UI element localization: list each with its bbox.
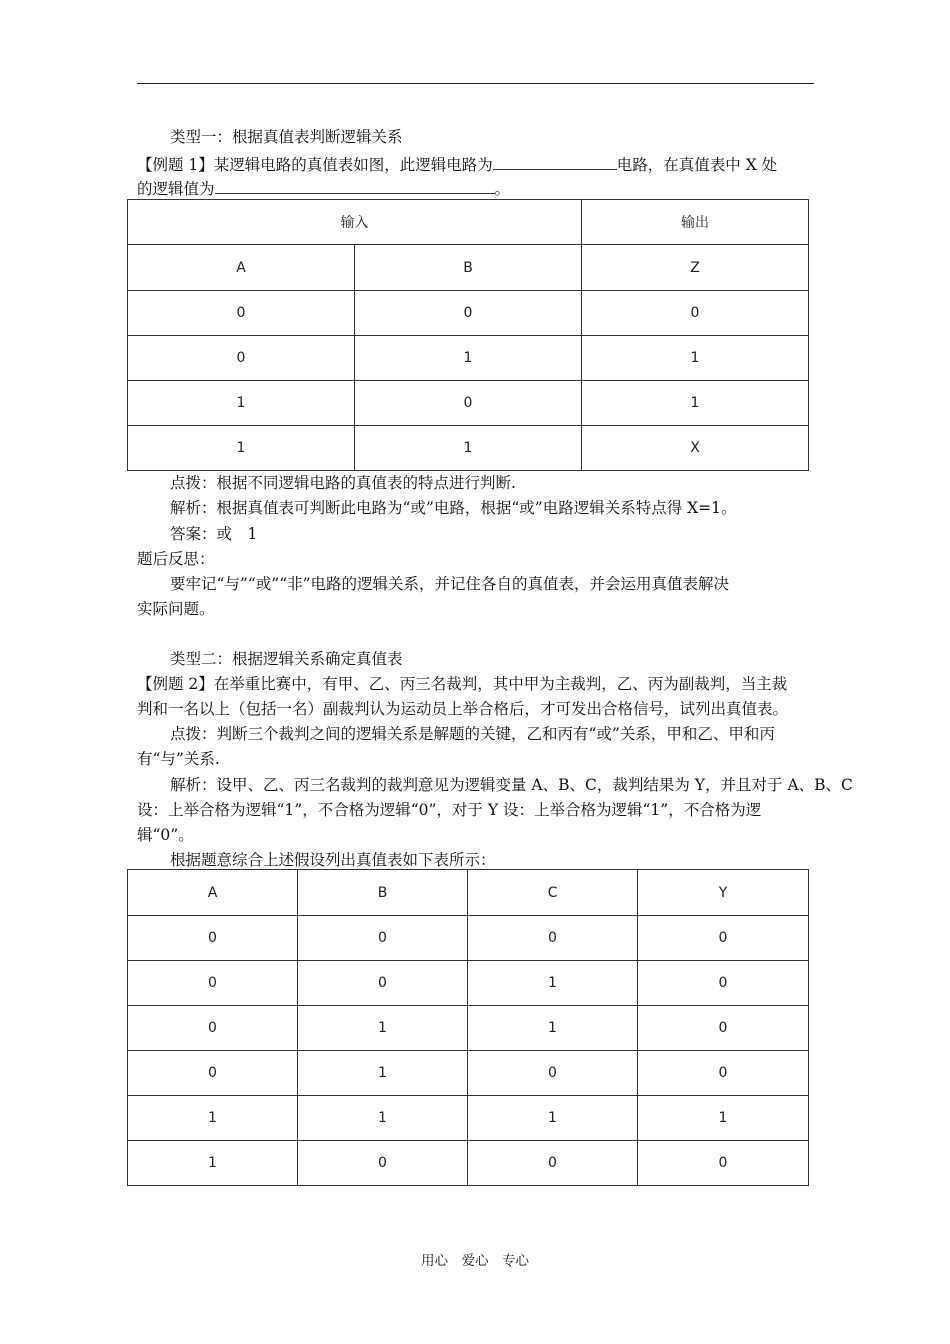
- example2-line1: 【例题 2】在举重比赛中，有甲、乙、丙三名裁判，其中甲为主裁判，乙、丙为副裁判，当主裁: [137, 675, 788, 693]
- column-header: B: [298, 870, 468, 916]
- truth-table-1: [127, 199, 809, 471]
- table-cell: 0: [638, 1141, 809, 1186]
- hint-2-line2: 有“与”关系.: [137, 750, 220, 768]
- reflection-line2: 实际问题。: [137, 600, 215, 618]
- column-header: A: [128, 870, 298, 916]
- table-cell: 0: [128, 1006, 298, 1051]
- example1-text-c: 的逻辑值为: [137, 180, 215, 198]
- table-row: [128, 381, 809, 426]
- table-row: [128, 1051, 809, 1096]
- table-cell: 1: [128, 426, 355, 471]
- truth-table-2: [127, 869, 809, 1186]
- section2-heading: 类型二：根据逻辑关系确定真值表: [170, 650, 403, 668]
- table-cell: 1: [355, 426, 582, 471]
- reflection-line1: 要牢记“与”“或”“非”电路的逻辑关系，并记住各自的真值表，并会运用真值表解决: [170, 575, 730, 593]
- table-cell: 1: [298, 1051, 468, 1096]
- example1-line2: [137, 178, 510, 199]
- table-cell: 0: [468, 1051, 638, 1096]
- analysis-1: 解析：根据真值表可判断此电路为“或”电路，根据“或”电路逻辑关系特点得 X=1。: [170, 499, 737, 517]
- group-header-input: 输入: [128, 200, 582, 245]
- table-row: [128, 961, 809, 1006]
- table-cell: 1: [582, 336, 809, 381]
- table-cell: 0: [128, 961, 298, 1006]
- hint-1: 点拨：根据不同逻辑电路的真值表的特点进行判断.: [170, 474, 516, 492]
- column-header: Z: [582, 245, 809, 291]
- table-row: [128, 426, 809, 471]
- table-cell: 0: [355, 381, 582, 426]
- table-cell: 0: [298, 961, 468, 1006]
- table-cell: 0: [128, 336, 355, 381]
- table-cell: 0: [128, 291, 355, 336]
- table-row: [128, 1006, 809, 1051]
- analysis-2-line2: 设：上举合格为逻辑“1”，不合格为逻辑“0”，对于 Y 设：上举合格为逻辑“1”，不合格为逻: [137, 801, 762, 819]
- column-header: B: [355, 245, 582, 291]
- answer-blank-value[interactable]: [215, 178, 495, 194]
- table-cell: 0: [355, 291, 582, 336]
- table-cell: 1: [468, 1096, 638, 1141]
- answer-blank-circuit[interactable]: [493, 154, 617, 170]
- table-cell: 0: [638, 1051, 809, 1096]
- reflection-title: 题后反思：: [137, 550, 215, 568]
- table-row: [128, 1096, 809, 1141]
- table-cell: 0: [298, 916, 468, 961]
- table-cell: 1: [638, 1096, 809, 1141]
- table-cell: 0: [638, 916, 809, 961]
- table-cell: 0: [638, 961, 809, 1006]
- example1-text-d: 。: [494, 180, 511, 198]
- table-cell: 0: [128, 1051, 298, 1096]
- table-cell: 0: [128, 916, 298, 961]
- table-cell: 0: [638, 1006, 809, 1051]
- header-rule: [137, 83, 814, 84]
- example1-text-a: 【例题 1】某逻辑电路的真值表如图，此逻辑电路为: [137, 156, 493, 174]
- table-cell: 1: [468, 961, 638, 1006]
- column-header: C: [468, 870, 638, 916]
- analysis-2-line1: 解析：设甲、乙、丙三名裁判的裁判意见为逻辑变量 A、B、C，裁判结果为 Y，并且对于 A、B、C: [170, 776, 853, 794]
- section1-heading: 类型一：根据真值表判断逻辑关系: [170, 128, 403, 146]
- table-cell: 1: [298, 1096, 468, 1141]
- table-cell: 0: [582, 291, 809, 336]
- page-footer: 用心 爱心 专心: [421, 1253, 529, 1269]
- table-cell: 0: [468, 916, 638, 961]
- table-intro: 根据题意综合上述假设列出真值表如下表所示：: [170, 851, 496, 869]
- table-cell: 1: [468, 1006, 638, 1051]
- column-header: Y: [638, 870, 809, 916]
- column-header: A: [128, 245, 355, 291]
- table-cell: 1: [128, 1096, 298, 1141]
- answer-1: 答案：或 1: [170, 525, 258, 543]
- analysis-2-line3: 辑“0”。: [137, 826, 194, 844]
- table-cell: 1: [298, 1006, 468, 1051]
- example2-line2: 判和一名以上（包括一名）副裁判认为运动员上举合格后，才可发出合格信号，试列出真值表。: [137, 700, 789, 718]
- example1-line1: [137, 154, 777, 175]
- example1-text-b: 电路，在真值表中 X 处: [616, 156, 778, 174]
- table-cell: 0: [468, 1141, 638, 1186]
- table-cell: 1: [128, 381, 355, 426]
- table-row: [128, 1141, 809, 1186]
- table-cell: X: [582, 426, 809, 471]
- table-cell: 1: [355, 336, 582, 381]
- table-cell: 0: [298, 1141, 468, 1186]
- table-row: [128, 291, 809, 336]
- table-row: [128, 916, 809, 961]
- table-row: [128, 336, 809, 381]
- group-header-output: 输出: [582, 200, 809, 245]
- table-cell: 1: [582, 381, 809, 426]
- table-cell: 1: [128, 1141, 298, 1186]
- hint-2-line1: 点拨：判断三个裁判之间的逻辑关系是解题的关键，乙和丙有“或”关系，甲和乙、甲和丙: [170, 725, 775, 743]
